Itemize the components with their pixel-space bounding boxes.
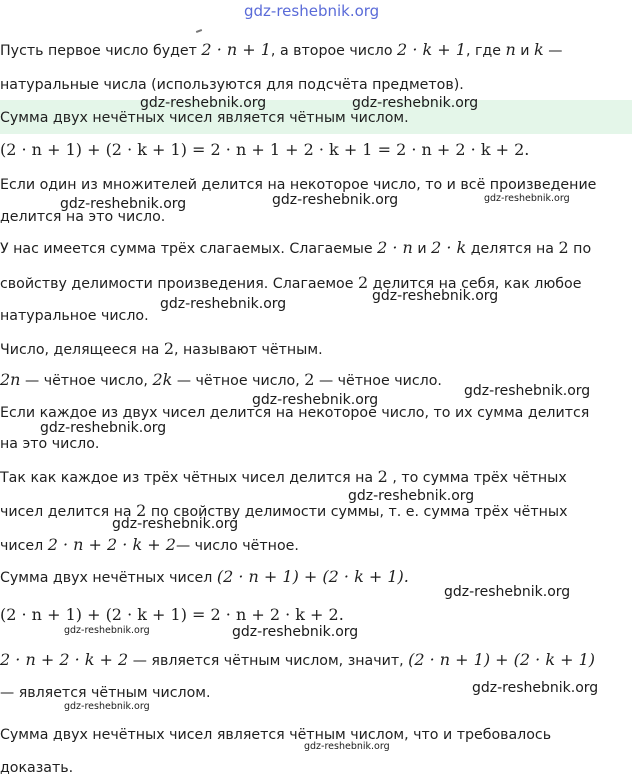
line-21: Сумма двух нечётных чисел является чётным числом, что и требовалось <box>0 727 552 743</box>
line-11: 2n — чётное число, 2k — чётное число, 2 — чётное число. <box>0 370 442 389</box>
watermark: gdz-reshebnik.org <box>40 420 167 436</box>
watermark: gdz-reshebnik.org <box>464 383 591 399</box>
watermark: gdz-reshebnik.org <box>444 584 571 600</box>
watermark: gdz-reshebnik.org <box>140 95 267 111</box>
math-expr: 2 · n + 1 <box>201 40 271 59</box>
line-19: 2 · n + 2 · k + 2 — является чётным числом, значит, (2 · n + 1) + (2 · k + 1) <box>0 650 596 669</box>
line-9: натуральное число. <box>0 308 149 324</box>
line-8: свойству делимости произведения. Слагаемое 2 делится на себя, как любое <box>0 273 582 292</box>
math-expr: 2 · k + 1 <box>397 40 466 59</box>
line-14: Так как каждое из трёх чётных чисел делится на 2 , то сумма трёх чётных <box>0 467 567 486</box>
watermark: gdz-reshebnik.org <box>472 680 599 696</box>
line-3-highlighted: Сумма двух нечётных чисел является чётным числом. <box>0 110 409 126</box>
line-4-equation: (2 · n + 1) + (2 · k + 1) = 2 · n + 1 + 2 · k + 1 = 2 · n + 2 · k + 2. <box>0 140 530 159</box>
watermark: gdz-reshebnik.org <box>372 288 499 304</box>
line-5: Если один из множителей делится на некоторое число, то и всё произведение <box>0 177 597 193</box>
watermark: gdz-reshebnik.org <box>60 196 187 212</box>
line-16: чисел 2 · n + 2 · k + 2— число чётное. <box>0 535 299 554</box>
line-1: Пусть первое число будет 2 · n + 1, а второе число 2 · k + 1, где n и k — <box>0 40 563 59</box>
watermark: gdz-reshebnik.org <box>160 296 287 312</box>
watermark: gdz-reshebnik.org <box>272 192 399 208</box>
line-22: доказать. <box>0 760 74 776</box>
line-12: Если каждое из двух чисел делится на некоторое число, то их сумма делится <box>0 405 590 421</box>
watermark: gdz-reshebnik.org <box>112 516 239 532</box>
watermark-top: gdz-reshebnik.org <box>244 2 380 20</box>
line-7: У нас имеется сумма трёх слагаемых. Слагаемые 2 · n и 2 · k делятся на 2 по <box>0 238 592 257</box>
watermark-small: gdz-reshebnik.org <box>64 625 150 636</box>
line-13: на это число. <box>0 436 100 452</box>
line-10: Число, делящееся на 2, называют чётным. <box>0 339 323 358</box>
line-15: чисел делится на 2 по свойству делимости суммы, т. е. сумма трёх чётных <box>0 501 568 520</box>
line-6: делится на это число. <box>0 209 166 225</box>
line-2: натуральные числа (используются для подсчёта предметов). <box>0 77 464 93</box>
watermark: gdz-reshebnik.org <box>352 95 479 111</box>
line-20: — является чётным числом. <box>0 685 211 701</box>
watermark: gdz-reshebnik.org <box>232 624 359 640</box>
watermark-small: gdz-reshebnik.org <box>484 193 570 204</box>
watermark: gdz-reshebnik.org <box>348 488 475 504</box>
line-17: Сумма двух нечётных чисел (2 · n + 1) + (2 · k + 1). <box>0 567 409 586</box>
line-18-equation: (2 · n + 1) + (2 · k + 1) = 2 · n + 2 · k + 2. <box>0 605 344 624</box>
watermark: gdz-reshebnik.org <box>252 392 379 408</box>
watermark-small: gdz-reshebnik.org <box>64 701 150 712</box>
watermark-small: gdz-reshebnik.org <box>304 741 390 752</box>
stray-mark <box>196 29 202 33</box>
